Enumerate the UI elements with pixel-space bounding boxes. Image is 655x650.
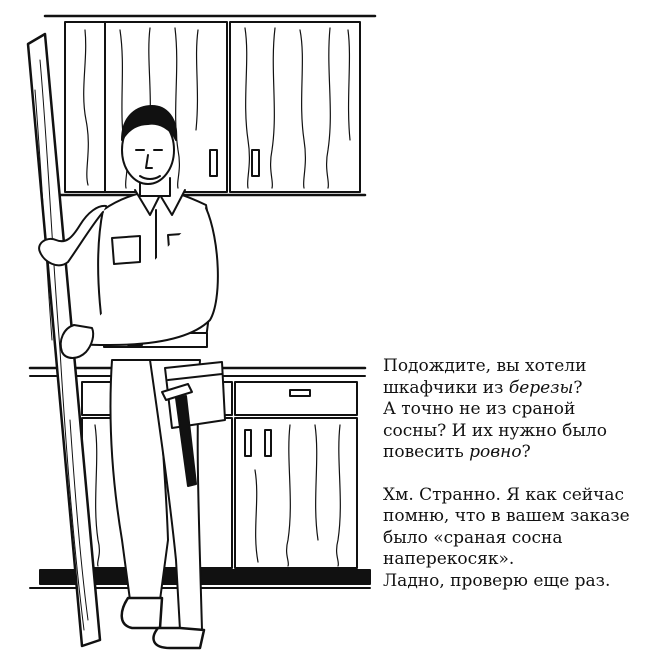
caption-line: Хм. Странно. Я как сейчас — [383, 484, 624, 505]
caption-line: шкафчики из — [383, 377, 509, 398]
caption-line: ? — [521, 442, 531, 462]
upper-cabinets — [45, 16, 375, 195]
caption-line: наперекосяк». — [383, 549, 515, 569]
caption-line: сосны? И их нужно было — [383, 420, 607, 441]
caption-line: помню, что в вашем заказе — [383, 506, 630, 526]
caption-emphasis-berezy: березы — [508, 377, 574, 398]
caption-line: Ладно, проверю еще раз. — [383, 570, 611, 591]
caption-line: Подождите, вы хотели — [383, 356, 587, 376]
caption-text — [383, 356, 645, 592]
caption-paragraph-2 — [383, 485, 645, 593]
caption-line: повесить — [383, 442, 470, 462]
caption-line: А точно не из сраной — [383, 399, 576, 419]
caption-line: было «сраная сосна — [383, 527, 563, 548]
caption-emphasis-rovno: ровно — [469, 442, 522, 462]
caption-paragraph-1 — [383, 356, 645, 464]
caption-line: ? — [573, 377, 583, 398]
